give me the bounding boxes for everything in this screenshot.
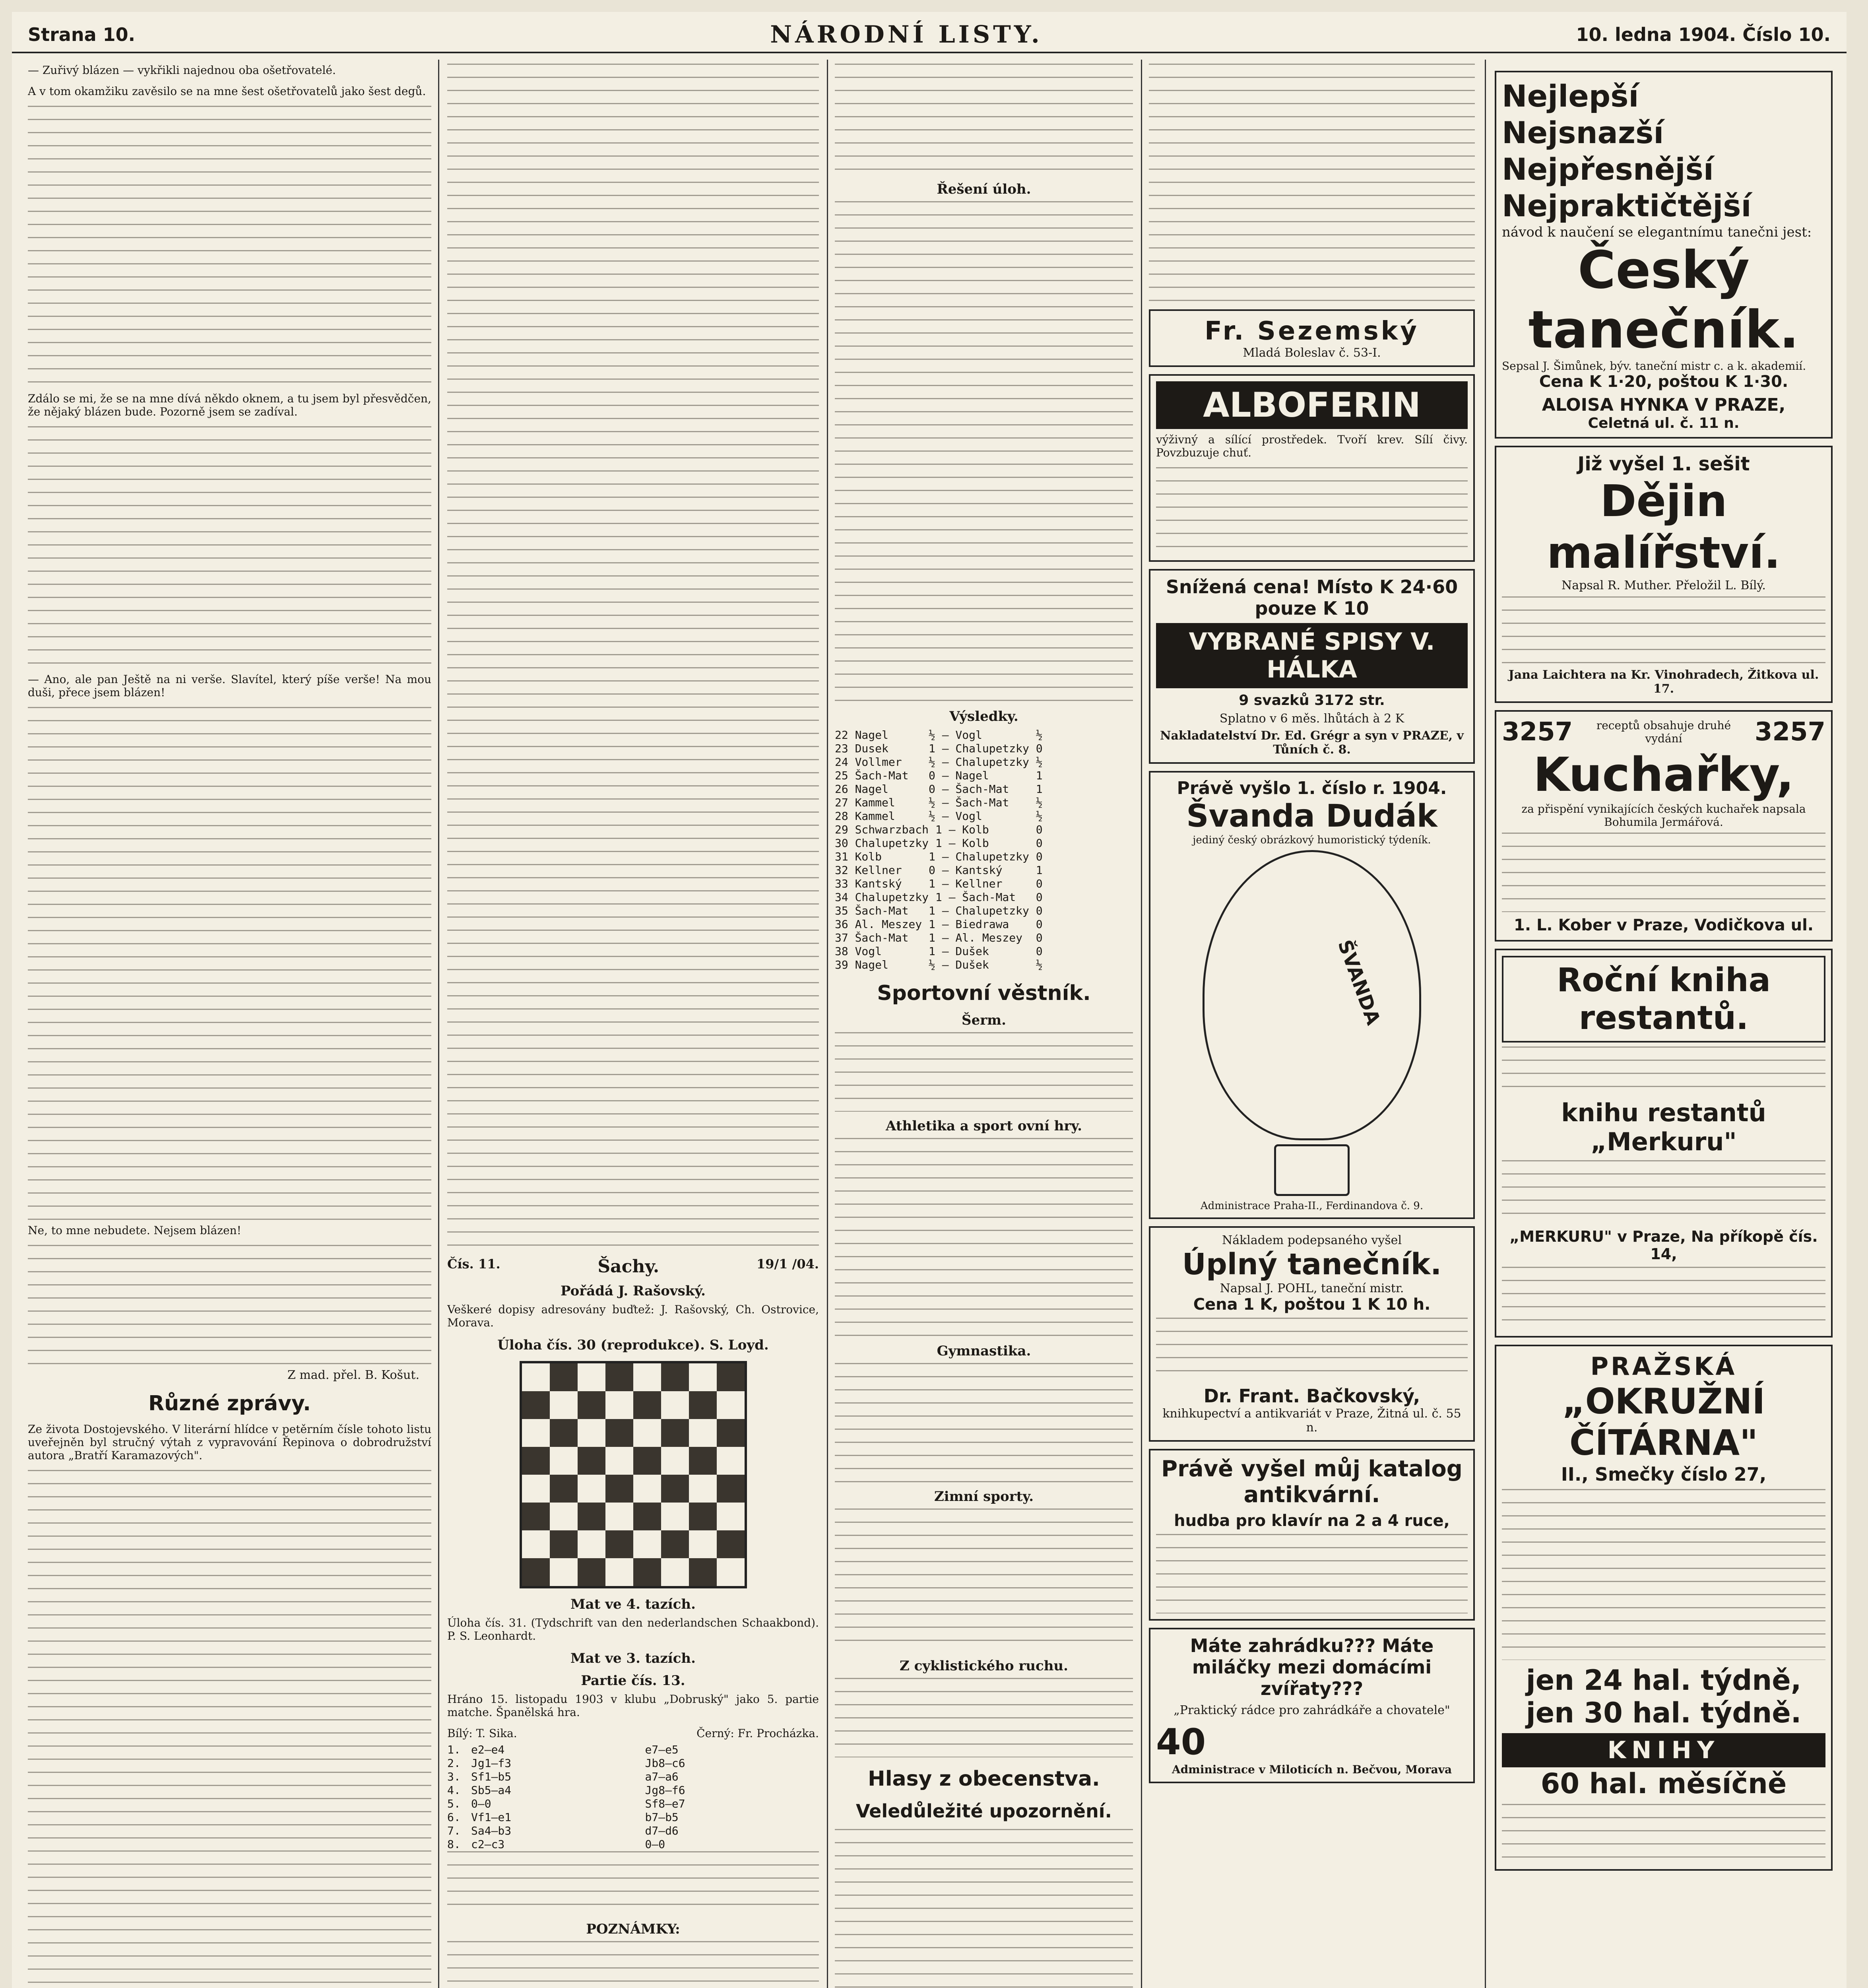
mate-caption: Mat ve 4. tazích. (570, 1596, 696, 1612)
dance-ad (1495, 71, 1833, 439)
cookbook-sub: za přispění vynikajících českých kuchařek napsala Bohumila Jermářová. (1521, 802, 1806, 829)
alboferin-body (1156, 467, 1468, 555)
tanecnik-price: Cena 1 K, poštou 1 K 10 h. (1193, 1295, 1431, 1314)
gym-heading: Gymnastika. (937, 1343, 1031, 1359)
move-number: 4. (447, 1784, 461, 1797)
katalog-ad (1149, 1449, 1475, 1621)
move-number: 1. (447, 1743, 461, 1756)
move-number: 7. (447, 1824, 461, 1837)
cookbook-title: Kuchařky, (1533, 747, 1794, 802)
dance-author: Sepsal J. Šimůnek, býv. taneční mistr c. a k. akademií. (1502, 359, 1806, 373)
sezemsky-ad (1149, 309, 1475, 367)
story-opening: — Zuřivý blázen — vykřikli najednou oba ošetřovatelé. (28, 64, 336, 77)
backovsky-address: knihkupectví a antikvariát v Praze, Žitná ul. č. 55 n. (1162, 1407, 1461, 1435)
garden-ad (1149, 1628, 1475, 1783)
black-move: Sf8—e7 (645, 1797, 685, 1810)
black-move: Jb8—c6 (645, 1757, 685, 1770)
author-signature: Z mad. přel. B. Košut. (287, 1368, 419, 1382)
white-move: Vf1—e1 (471, 1811, 512, 1824)
section-title: Různé zprávy. (148, 1392, 311, 1415)
tanecnik-contents (1156, 1318, 1468, 1381)
column-rule (1485, 60, 1486, 1988)
recipe-count: 3257 (1502, 717, 1573, 747)
black-move: a7—a6 (645, 1770, 679, 1783)
merkur-body (1502, 1046, 1825, 1094)
game-subtitle: Hráno 15. listopadu 1903 v klubu „Dobruský" jako 5. partie matche. Španělská hra. (447, 1693, 819, 1719)
alboferin-text: výživný a sílící prostředek. Tvoří krev. Sílí čivy. Povzbuzuje chuť. (1156, 433, 1468, 459)
fencing-heading: Šerm. (962, 1012, 1006, 1028)
tanecnik-author: Napsal J. POHL, taneční mistr. (1220, 1281, 1404, 1295)
column-rule (1141, 60, 1142, 1988)
okruzni-address: II., Smečky číslo 27, (1561, 1464, 1767, 1485)
chess-date: 19/1 /04. (757, 1256, 819, 1272)
dance-best: Nejlepší (1502, 78, 1639, 114)
halek-publisher: Nakladatelství Dr. Ed. Grégr a syn v PRAZE, v Tůních č. 8. (1160, 729, 1464, 757)
story-body (28, 707, 431, 1224)
dudak-admin: Administrace Praha-II., Ferdinandova č. 9. (1200, 1200, 1424, 1212)
athletics-heading: Athletika a sport ovní hry. (886, 1118, 1082, 1134)
merkur-body-two (1502, 1160, 1825, 1224)
dejiny-publisher: Jana Laichtera na Kr. Vinohradech, Žitkova ul. 17. (1508, 668, 1819, 696)
notice-title: Veledůležité upozornění. (856, 1800, 1112, 1822)
move-number: 2. (447, 1757, 461, 1770)
hynek-name: ALOISA HYNKA V PRAZE, (1542, 395, 1786, 415)
move-number: 8. (447, 1838, 461, 1851)
white-move: Sf1—b5 (471, 1770, 512, 1783)
tanecnik-ad (1149, 1226, 1475, 1442)
halek-ad (1149, 569, 1475, 764)
dejiny-title: Dějin malířství. (1547, 476, 1781, 578)
news-body (28, 1470, 431, 1988)
rocni-title: Roční kniha restantů. (1502, 956, 1825, 1043)
price-two: jen 30 hal. týdně. (1526, 1697, 1802, 1729)
balloon-basket (1274, 1144, 1350, 1196)
citarna-ad (1495, 1345, 1833, 1871)
moves-table (447, 1743, 819, 1851)
cookbook-body (1502, 833, 1825, 912)
chess-number: Čís. 11. (447, 1256, 500, 1272)
dejiny-ad (1495, 446, 1833, 703)
dance-book-title: Český tanečník. (1528, 240, 1799, 360)
merkur-title: knihu restantů „Merkuru" (1561, 1098, 1766, 1156)
cycling-heading: Z cyklistického ruchu. (899, 1658, 1068, 1674)
mate-caption-two: Mat ve 3. tazích. (570, 1650, 696, 1666)
monthly-price: 60 hal. měsíčně (1540, 1767, 1787, 1800)
black-move: Jg8—f6 (645, 1784, 685, 1797)
column-sports (835, 64, 1133, 1988)
winter-heading: Zimní sporty. (934, 1489, 1034, 1505)
chess-editor: Pořádá J. Rašovský. (560, 1283, 706, 1299)
column-chess (447, 64, 819, 1988)
moves-more (447, 1851, 819, 1915)
alboferin-ad (1149, 374, 1475, 562)
dejiny-top: Již vyšel 1. sešit (1577, 453, 1750, 475)
column-right-ads (1495, 64, 1833, 1988)
story-body (28, 426, 431, 673)
balloon-illustration (1203, 850, 1421, 1140)
price-one: jen 24 hal. týdně, (1526, 1664, 1802, 1697)
column-rule (438, 60, 439, 1988)
katalog-music: hudba pro klavír na 2 a 4 ruce, (1174, 1512, 1450, 1530)
story-paragraph: Ne, to mne nebudete. Nejsem blázen! (28, 1224, 241, 1237)
garden-title: Máte zahrádku??? Máte miláčky mezi domácími zvířaty??? (1190, 1635, 1434, 1699)
column-ads (1149, 64, 1475, 1988)
knihy-heading: KNIHY (1502, 1733, 1825, 1767)
hynek-address: Celetná ul. č. 11 n. (1588, 415, 1740, 431)
public-voices-title: Hlasy z obecenstva. (868, 1767, 1100, 1791)
recipe-count-right: 3257 (1754, 717, 1825, 747)
white-player: Bílý: T. Sika. (447, 1727, 517, 1740)
story-body (28, 106, 431, 392)
merkur-body-three (1502, 1267, 1825, 1330)
dudak-name: Švanda Dudák (1186, 798, 1437, 834)
tanecnik-title: Úplný tanečník. (1182, 1247, 1442, 1281)
white-move: Sa4—b3 (471, 1824, 512, 1837)
column-story (28, 64, 431, 1988)
chess-note: Veškeré dopisy adresovány buďtež: J. Rašovský, Ch. Ostrovice, Morava. (447, 1303, 819, 1329)
sports-title: Sportovní věstník. (877, 981, 1091, 1005)
story-paragraph: A v tom okamžiku zavěsilo se na mne šest ošetřovatelů jako šest degů. (28, 85, 426, 98)
gym-body (835, 1363, 1133, 1482)
cycling-body (835, 1678, 1133, 1757)
standings-title: Výsledky. (949, 709, 1018, 724)
katalog-title: Právě vyšel můj katalog antikvární. (1161, 1456, 1463, 1508)
black-move: e7—e5 (645, 1743, 679, 1756)
halek-title: VYBRANÉ SPISY V. HÁLKA (1156, 623, 1468, 688)
story-body (28, 1245, 431, 1364)
backovsky-name: Dr. Frant. Bačkovský, (1203, 1385, 1420, 1407)
magazine-list (1502, 1489, 1825, 1660)
dejiny-body (1502, 596, 1825, 664)
results-list: 22 Nagel ½ — Vogl ½ 23 Dusek 1 — Chalupetzky 0 24 Vollmer ½ — Chalupetzky ½ 25 Šach-Mat 0 — Nagel 1 26 Nagel 0 — Šach-Mat 1 27 Kammel ½ — Šach-Mat ½ 28 Kammel ½ — Vogl ½ 29 Schwarzbach 1 — Kolb 0 30 Chalupetzky 1 — Kolb 0 31 Kolb 1 — Chalupetzky 0 32 Kellner 0 — Kantský 1 33 Kantský 1 — Kellner 0 34 Chalupetzky 1 — Šach-Mat 0 35 Šach-Mat 1 — Chalupetzky 0 36 Al. Meszey 1 — Biedrawa 0 37 Šach-Mat 1 — Al. Meszey 0 38 Vogl 1 — Dušek 0 39 Nagel ½ — Dušek ½ (835, 728, 1043, 971)
sezemsky-name: Fr. Sezemský (1205, 316, 1419, 346)
black-move: b7—b5 (645, 1811, 679, 1824)
white-move: Sb5—a4 (471, 1784, 512, 1797)
chess-continuation (835, 64, 1133, 175)
winter-body (835, 1508, 1133, 1652)
black-player: Černý: Fr. Procházka. (696, 1727, 819, 1740)
cookbook-top (1502, 717, 1825, 747)
dance-precise: Nejpřesnější (1502, 151, 1714, 187)
chess-header (447, 1256, 819, 1277)
chess-title: Šachy. (597, 1256, 660, 1277)
halek-price: Snížená cena! Místo K 24·60 pouze K 10 (1166, 576, 1458, 619)
garden-admin: Administrace v Miloticích n. Bečvou, Morava (1172, 1763, 1452, 1776)
black-move: d7—d6 (645, 1824, 679, 1837)
news-lead: Ze života Dostojevského. V literární hlídce v petěrním čísle tohoto listu uveřejněn byl stručný výtah z vypravování Řepinova o dobrodružství autora „Bratří Karamazových". (28, 1423, 431, 1462)
players (447, 1727, 819, 1740)
garden-price: 40 (1156, 1721, 1206, 1763)
notes-title: POZNÁMKY: (586, 1921, 680, 1937)
alboferin-name: ALBOFERIN (1156, 381, 1468, 429)
sezemsky-address: Mladá Boleslav č. 53-I. (1243, 346, 1381, 360)
notice-body (835, 1829, 1133, 1988)
chess-diagram (520, 1361, 747, 1588)
recipe-text: receptů obsahuje druhé vydání (1596, 719, 1731, 745)
move-number: 5. (447, 1797, 461, 1810)
page-header (12, 12, 1847, 53)
halek-volumes: 9 svazků 3172 str. (1239, 692, 1385, 709)
dance-practical: Nejpraktičtější (1502, 188, 1752, 223)
article-continuation (447, 64, 819, 1252)
dance-intro: návod k naučení se elegantnímu tanečni jest: (1502, 224, 1812, 240)
halek-terms: Splatno v 6 měs. lhůtách à 2 K (1219, 712, 1404, 726)
notes-body (447, 1941, 819, 1988)
prazska: PRAŽSKÁ (1590, 1352, 1737, 1381)
merkur-ad (1495, 949, 1833, 1338)
white-move: 0—0 (471, 1797, 491, 1810)
problem-title: Úloha čís. 30 (reprodukce). S. Loyd. (497, 1337, 769, 1353)
white-move: e2—e4 (471, 1743, 505, 1756)
tanecnik-pub: Nákladem podepsaného vyšel (1222, 1233, 1402, 1247)
okruzni-title: „OKRUŽNÍ ČÍTÁRNA" (1562, 1381, 1765, 1463)
story-paragraph: — Ano, ale pan Ještě na ni verše. Slavítel, který píše verše! Na mou duši, přece jsem blázen! (28, 673, 431, 699)
column-rule (827, 60, 828, 1988)
dudak-ad (1149, 771, 1475, 1219)
white-move: Jg1—f3 (471, 1757, 512, 1770)
balloon-label: ŠVANDA (1333, 937, 1385, 1028)
dejiny-author: Napsal R. Muther. Přeložil L. Bílý. (1562, 579, 1766, 592)
move-number: 3. (447, 1770, 461, 1783)
dudak-issue: Právě vyšlo 1. číslo r. 1904. (1177, 778, 1447, 798)
cookbook-ad (1495, 710, 1833, 942)
problem-two: Úloha čís. 31. (Tydschrift van den nederlandschen Schaakbond). P. S. Leonhardt. (447, 1616, 819, 1642)
dance-easiest: Nejsnazší (1502, 115, 1664, 150)
garden-book: „Praktický rádce pro zahrádkáře a chovatele" (1174, 1703, 1450, 1717)
letter-text (1149, 64, 1475, 302)
masthead-title: NÁRODNÍ LISTY. (770, 21, 1043, 49)
page-number: Strana 10. (28, 24, 136, 45)
game-title: Partie čís. 13. (581, 1673, 685, 1689)
fencing-body (835, 1032, 1133, 1112)
issue-date: 10. ledna 1904. Číslo 10. (1576, 24, 1831, 45)
katalog-body (1156, 1534, 1468, 1613)
dance-price: Cena K 1·20, poštou K 1·30. (1539, 373, 1788, 391)
newspaper-page (12, 12, 1847, 1988)
solutions-title: Řešení úloh. (937, 181, 1031, 197)
move-number: 6. (447, 1811, 461, 1824)
white-move: c2—c3 (471, 1838, 505, 1851)
kober-address: 1. L. Kober v Praze, Vodičkova ul. (1513, 916, 1814, 934)
athletics-body (835, 1138, 1133, 1337)
story-paragraph: Zdálo se mi, že se na mne dívá někdo oknem, a tu jsem byl přesvědčen, že nějaký blázen bude. Pozorně jsem se zadíval. (28, 392, 431, 418)
solutions-body (835, 201, 1133, 702)
library-body (1502, 1804, 1825, 1864)
black-move: 0—0 (645, 1838, 665, 1851)
merkur-address: „MERKURU" v Praze, Na příkopě čís. 14, (1509, 1228, 1818, 1263)
dudak-sub: jediný český obrázkový humoristický týdeník. (1193, 834, 1431, 846)
